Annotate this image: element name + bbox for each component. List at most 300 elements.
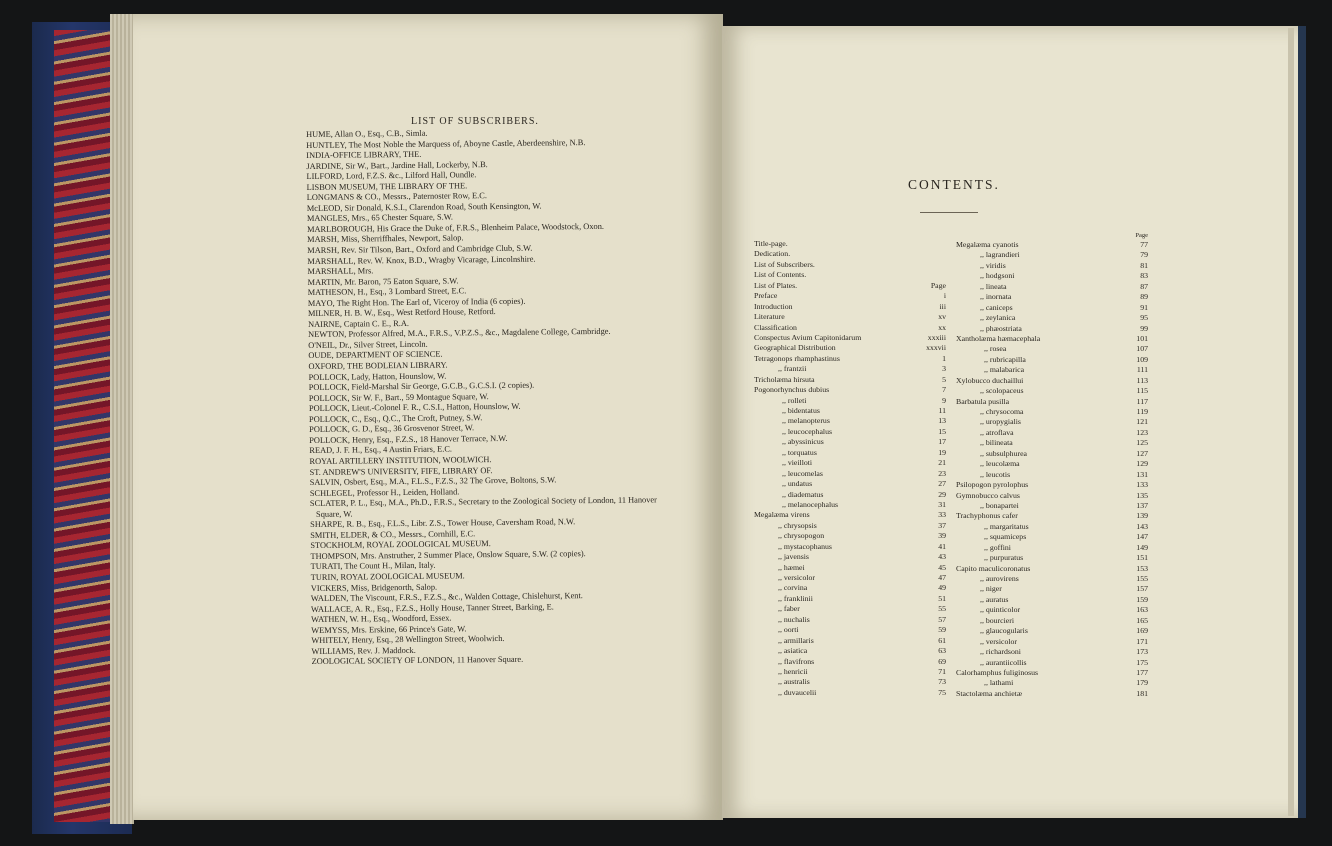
entry-page-number: 27 xyxy=(938,479,946,489)
entry-page-number: xxxiii xyxy=(927,332,946,342)
contents-entry xyxy=(754,312,946,322)
entry-page-number: 173 xyxy=(1136,647,1148,657)
entry-page-number: 133 xyxy=(1136,480,1148,490)
entry-page-number: 143 xyxy=(1136,521,1148,531)
entry-title: ,, caniceps xyxy=(980,302,1013,312)
entry-page-number: 123 xyxy=(1136,427,1148,437)
subscriber-entry: SCHLEGEL, Professor H., Leiden, Holland. xyxy=(309,487,460,498)
entry-page-number: 21 xyxy=(938,458,946,468)
entry-page-number: 151 xyxy=(1136,553,1148,563)
contents-entry xyxy=(754,479,946,489)
entry-title: ,, frantzii xyxy=(778,364,807,374)
title-rule xyxy=(920,212,978,213)
contents-entry xyxy=(754,281,946,291)
contents-entry xyxy=(956,292,1148,302)
contents-entry xyxy=(754,302,946,312)
entry-title: ,, quinticolor xyxy=(980,605,1021,615)
entry-title: ,, javensis xyxy=(778,552,809,562)
entry-title: ,, leucomelas xyxy=(782,468,823,478)
contents-entry xyxy=(754,270,946,280)
contents-entry xyxy=(754,416,946,426)
entry-title: ,, abyssinicus xyxy=(782,437,824,447)
entry-title: ,, bilineata xyxy=(980,438,1013,448)
subscribers-heading: LIST OF SUBSCRIBERS. xyxy=(411,116,539,127)
entry-page-number: 107 xyxy=(1136,344,1148,354)
entry-title: ,, zeylanica xyxy=(980,313,1016,323)
entry-page-number: 61 xyxy=(938,635,946,645)
contents-entry xyxy=(754,260,946,270)
contents-entry xyxy=(956,250,1148,260)
entry-title: Stactolæma anchietæ xyxy=(956,688,1023,698)
entry-title: ,, chrysopsis xyxy=(778,520,817,530)
contents-entry xyxy=(956,449,1148,459)
contents-entry xyxy=(956,261,1148,271)
subscriber-entry: SALVIN, Osbert, Esq., M.A., F.L.S., F.Z.S., 32 The Grove, Boltons, S.W. xyxy=(309,475,557,488)
entry-page-number: 117 xyxy=(1136,396,1148,406)
contents-entry xyxy=(754,323,946,333)
contents-entry xyxy=(956,386,1148,396)
entry-page-number: 137 xyxy=(1136,500,1148,510)
contents-entry xyxy=(956,511,1148,521)
contents-entry xyxy=(956,313,1148,323)
entry-title: ,, scolopaceus xyxy=(980,386,1024,396)
contents-entry xyxy=(754,458,946,468)
subscriber-entry: READ, J. F. H., Esq., 4 Austin Friars, E.C. xyxy=(309,444,453,456)
entry-page-number: 99 xyxy=(1140,323,1148,333)
subscriber-entry: SHARPE, R. B., Esq., F.L.S., Libr. Z.S., Tower House, Caversham Road, N.W. xyxy=(310,517,576,530)
contents-entry xyxy=(754,427,946,437)
contents-entry xyxy=(754,385,946,395)
contents-entry xyxy=(956,355,1148,365)
entry-page-number: 47 xyxy=(938,573,946,582)
contents-entry xyxy=(754,615,946,625)
entry-title: Title-page. xyxy=(754,239,788,248)
entry-title: Tricholæma hirsuta xyxy=(754,374,815,384)
contents-entry xyxy=(754,354,946,364)
entry-page-number: 1 xyxy=(942,353,946,363)
contents-entry xyxy=(956,637,1148,647)
contents-entry xyxy=(754,249,946,259)
entry-page-number: 165 xyxy=(1136,615,1148,625)
entry-title: ,, bidentatus xyxy=(782,406,820,415)
entry-page-number: 37 xyxy=(938,520,946,530)
entry-page-number: 169 xyxy=(1136,626,1148,636)
entry-title: Barbatula pusilla xyxy=(956,396,1010,406)
entry-title: ,, melanopterus xyxy=(782,416,830,426)
entry-page-number: 155 xyxy=(1136,574,1148,583)
subscriber-entry: WILLIAMS, Rev. J. Maddock. xyxy=(311,645,416,656)
subscriber-entry: NEWTON, Professor Alfred, M.A., F.R.S., V.P.Z.S., &c., Magdalene College, Cambridge. xyxy=(308,327,611,340)
subscriber-entry: OXFORD, THE BODLEIAN LIBRARY. xyxy=(308,360,448,372)
entry-title: Conspectus Avium Capitonidarum xyxy=(754,332,862,342)
entry-page-number: 95 xyxy=(1140,313,1148,323)
contents-entry xyxy=(956,564,1148,574)
contents-entry xyxy=(956,584,1148,594)
entry-title: ,, lathami xyxy=(984,678,1014,688)
entry-page-number: 63 xyxy=(938,646,946,656)
subscriber-entry: WEMYSS, Mrs. Erskine, 66 Prince's Gate, W. xyxy=(311,624,467,635)
subscriber-entry: THOMPSON, Mrs. Anstruther, 2 Summer Place, Onslow Square, S.W. (2 copies). xyxy=(310,548,586,561)
entry-page-number: 131 xyxy=(1136,469,1148,479)
entry-title: ,, diadematus xyxy=(782,489,824,499)
subscriber-entry: JARDINE, Sir W., Bart., Jardine Hall, Lockerby, N.B. xyxy=(306,159,488,171)
contents-entry xyxy=(956,417,1148,427)
contents-entry xyxy=(754,396,946,406)
entry-page-number: 23 xyxy=(938,468,946,478)
entry-page-number: 29 xyxy=(938,489,946,499)
subscriber-entry: HUME, Allan O., Esq., C.B., Simla. xyxy=(306,128,428,139)
entry-title: ,, phæostriata xyxy=(980,323,1022,333)
subscriber-entry: MARSHALL, Rev. W. Knox, B.D., Wragby Vicarage, Lincolnshire. xyxy=(307,254,536,266)
entry-title: List of Plates. xyxy=(754,280,798,290)
subscriber-entry: NAIRNE, Captain C. E., R.A. xyxy=(307,318,410,329)
contents-entry xyxy=(956,501,1148,511)
entry-page-number: 177 xyxy=(1136,667,1148,677)
entry-title: ,, viridis xyxy=(980,260,1006,270)
entry-title: ,, glaucogularis xyxy=(980,626,1028,636)
entry-title: Megalæma cyanotis xyxy=(956,240,1019,249)
entry-title: Gymnobucco calvus xyxy=(956,490,1020,500)
entry-page-number: 79 xyxy=(1140,250,1148,260)
subscriber-list xyxy=(306,126,712,668)
subscriber-entry: POLLOCK, C., Esq., Q.C., The Croft, Putney, S.W. xyxy=(308,412,483,424)
contents-entry xyxy=(754,500,946,510)
page-edge-right xyxy=(1288,28,1294,816)
contents-entry xyxy=(956,689,1148,699)
entry-page-number: 43 xyxy=(938,552,946,562)
entry-title: ,, leucocephalus xyxy=(782,426,833,436)
entry-page-number: 179 xyxy=(1136,678,1148,688)
entry-title: ,, franklinii xyxy=(778,593,813,603)
contents-entry xyxy=(754,437,946,447)
entry-title: ,, malabarica xyxy=(984,365,1025,375)
entry-title: Geographical Distribution xyxy=(754,343,836,353)
contents-entry xyxy=(956,397,1148,407)
entry-page-number: 9 xyxy=(942,395,946,405)
contents-entry xyxy=(754,406,946,416)
entry-title: Trachyphonus cafer xyxy=(956,511,1018,521)
entry-page-number: iii xyxy=(939,301,946,311)
contents-entry xyxy=(956,376,1148,386)
contents-entry xyxy=(956,365,1148,375)
subscriber-entry: INDIA-OFFICE LIBRARY, THE. xyxy=(306,149,422,161)
entry-title: ,, aurantiicollis xyxy=(980,657,1027,667)
subscriber-entry: LONGMANS & CO., Messrs., Paternoster Row, E.C. xyxy=(306,191,487,203)
entry-title: Xylobucco duchaillui xyxy=(956,375,1024,385)
entry-title: ,, squamiceps xyxy=(984,532,1027,542)
entry-page-number: 39 xyxy=(938,531,946,541)
entry-page-number: 175 xyxy=(1136,657,1148,667)
subscriber-entry: SMITH, ELDER, & CO., Messrs., Cornhill, E.C. xyxy=(310,529,476,540)
entry-page-number: 57 xyxy=(938,614,946,624)
entry-page-number: 115 xyxy=(1136,386,1148,396)
contents-entry xyxy=(956,334,1148,344)
contents-entry xyxy=(754,625,946,635)
entry-title: ,, inornata xyxy=(980,292,1012,302)
contents-entry xyxy=(956,668,1148,678)
entry-title: ,, chrysopogon xyxy=(778,531,825,541)
entry-title: ,, rubricapilla xyxy=(984,354,1026,364)
entry-page-number: 129 xyxy=(1136,459,1148,469)
contents-entry xyxy=(956,282,1148,292)
contents-entry xyxy=(754,364,946,374)
entry-title: Literature xyxy=(754,312,785,322)
entry-title: ,, armillaris xyxy=(778,635,814,645)
entry-title: Introduction xyxy=(754,301,793,311)
entry-title: List of Subscribers. xyxy=(754,259,815,269)
entry-page-number: 91 xyxy=(1140,302,1148,312)
entry-title: ,, goffini xyxy=(984,542,1011,552)
subscriber-entry: MARSHALL, Mrs. xyxy=(307,266,374,277)
entry-page-number: 77 xyxy=(1140,240,1148,249)
entry-title: ,, margaritatus xyxy=(984,521,1029,531)
contents-entry xyxy=(754,604,946,614)
entry-page-number: 139 xyxy=(1136,511,1148,521)
subscriber-entry: LILFORD, Lord, F.Z.S. &c., Lilford Hall, Oundle. xyxy=(306,170,477,182)
subscriber-entry: ZOOLOGICAL SOCIETY OF LONDON, 11 Hanover Square. xyxy=(311,655,524,667)
contents-entry xyxy=(754,291,946,301)
entry-title: ,, uropygialis xyxy=(980,417,1021,427)
subscriber-entry: WATHEN, W. H., Esq., Woodford, Essex. xyxy=(311,613,452,625)
entry-title: Tetragonops rhamphastinus xyxy=(754,353,840,363)
contents-entry xyxy=(754,583,946,593)
subscriber-entry: VICKERS, Miss, Bridgenorth, Salop. xyxy=(310,582,438,593)
contents-entry xyxy=(956,678,1148,688)
contents-entry xyxy=(754,667,946,677)
entry-page-number: 51 xyxy=(938,593,946,603)
entry-page-number: 89 xyxy=(1140,292,1148,302)
entry-title: Megalæma virens xyxy=(754,510,810,520)
entry-title: ,, oorti xyxy=(778,625,799,635)
entry-title: ,, melanocephalus xyxy=(782,499,839,509)
entry-title: Preface xyxy=(754,291,778,301)
entry-page-number: 3 xyxy=(942,364,946,374)
entry-title: ,, mystacophanus xyxy=(778,541,832,551)
subscriber-entry: MILNER, H. B. W., Esq., West Retford House, Retford. xyxy=(307,307,496,319)
contents-entry xyxy=(956,522,1148,532)
entry-page-number: 119 xyxy=(1136,407,1148,416)
entry-page-number: 69 xyxy=(938,656,946,666)
subscriber-entry: POLLOCK, Henry, Esq., F.Z.S., 18 Hanover Terrace, N.W. xyxy=(309,433,508,445)
entry-title: ,, leucotis xyxy=(980,469,1011,479)
entry-title: ,, henricii xyxy=(778,666,808,676)
page-edges xyxy=(110,14,134,824)
entry-page-number: 125 xyxy=(1136,438,1148,448)
contents-entry xyxy=(754,448,946,458)
entry-page-number: 101 xyxy=(1136,333,1148,343)
entry-page-number: 19 xyxy=(938,447,946,457)
entry-title: ,, vieilloti xyxy=(782,458,813,468)
entry-page-number: 59 xyxy=(938,625,946,635)
entry-page-number: 71 xyxy=(938,666,946,676)
subscriber-entry: STOCKHOLM, ROYAL ZOOLOGICAL MUSEUM. xyxy=(310,539,491,551)
entry-title: ,, asiatica xyxy=(778,646,808,656)
entry-title: ,, undatus xyxy=(782,479,813,489)
entry-page-number: 127 xyxy=(1136,448,1148,458)
entry-page-number: 5 xyxy=(942,374,946,384)
entry-title: ,, duvaucelii xyxy=(778,687,817,697)
subscriber-entry: MANGLES, Mrs., 65 Chester Square, S.W. xyxy=(306,212,453,224)
contents-entry xyxy=(754,542,946,552)
entry-page-number: 75 xyxy=(938,687,946,697)
contents-entry xyxy=(956,574,1148,584)
subscriber-entry: WALLACE, A. R., Esq., F.Z.S., Holly House, Tanner Street, Barking, E. xyxy=(310,602,554,614)
entry-title: ,, auratus xyxy=(980,594,1009,604)
contents-entry xyxy=(956,616,1148,626)
marbled-endpaper xyxy=(54,30,116,822)
contents-entry xyxy=(956,532,1148,542)
contents-entry xyxy=(754,636,946,646)
entry-title: ,, versicolor xyxy=(980,636,1018,646)
subscriber-entry: HUNTLEY, The Most Noble the Marquess of, Aboyne Castle, Aberdeenshire, N.B. xyxy=(306,137,586,150)
contents-entry xyxy=(956,459,1148,469)
contents-entry xyxy=(956,428,1148,438)
contents-entry xyxy=(956,626,1148,636)
entry-page-number: 55 xyxy=(938,604,946,614)
contents-entry xyxy=(754,343,946,353)
entry-title: ,, hæmei xyxy=(778,562,805,572)
contents-entry xyxy=(956,595,1148,605)
entry-title: ,, australis xyxy=(778,677,810,687)
subscriber-entry: O'NEIL, Dr., Silver Street, Lincoln. xyxy=(308,339,428,350)
contents-entry xyxy=(956,271,1148,281)
contents-entry xyxy=(754,646,946,656)
subscriber-entry: Square, W. xyxy=(315,509,353,519)
contents-entry xyxy=(956,303,1148,313)
subscriber-entry: OUDE, DEPARTMENT OF SCIENCE. xyxy=(308,350,443,361)
entry-page-number: 159 xyxy=(1136,594,1148,604)
entry-title: ,, corvina xyxy=(778,583,808,593)
contents-entry xyxy=(754,677,946,687)
entry-page-number: 111 xyxy=(1136,365,1148,375)
subscriber-entry: MARLBOROUGH, His Grace the Duke of, F.R.S., Blenheim Palace, Woodstock, Oxon. xyxy=(306,221,605,234)
entry-page-number: xx xyxy=(938,322,946,332)
entry-page-number: 163 xyxy=(1136,605,1148,615)
entry-title: ,, bonapartei xyxy=(980,500,1019,510)
contents-entry xyxy=(754,521,946,531)
subscriber-entry: SCLATER, P. L., Esq., M.A., Ph.D., F.R.S., Secretary to the Zoological Society of London, 11 Hanover xyxy=(309,495,657,509)
entry-title: ,, subsulphurea xyxy=(980,448,1027,458)
entry-page-number: 11 xyxy=(938,406,946,415)
contents-entry xyxy=(754,688,946,698)
entry-title: ,, rosea xyxy=(984,344,1007,354)
entry-page-number: i xyxy=(943,291,946,301)
contents-title: CONTENTS. xyxy=(908,177,1000,192)
entry-title: ,, lagrandieri xyxy=(980,250,1020,260)
entry-title: ,, torquatus xyxy=(782,447,817,457)
entry-page-number: 41 xyxy=(938,541,946,551)
contents-entry xyxy=(754,531,946,541)
entry-page-number: 73 xyxy=(938,677,946,687)
contents-entry xyxy=(754,563,946,573)
entry-title: ,, hodgsoni xyxy=(980,271,1015,281)
entry-page-number: xv xyxy=(938,312,946,322)
subscriber-entry: POLLOCK, Lieut.-Colonel F. R., C.S.I., Hatton, Hounslow, W. xyxy=(308,401,521,414)
entry-title: ,, niger xyxy=(980,584,1002,594)
contents-entry xyxy=(956,344,1148,354)
entry-page-number: 33 xyxy=(938,510,946,520)
subscriber-entry: ST. ANDREW'S UNIVERSITY, FIFE, LIBRARY OF. xyxy=(309,465,493,477)
contents-entry xyxy=(754,594,946,604)
subscriber-entry: WALDEN, The Viscount, F.R.S., F.Z.S., &c., Walden Cottage, Chislehurst, Kent. xyxy=(310,591,583,604)
entry-page-number: 121 xyxy=(1136,417,1148,427)
contents-entry xyxy=(754,573,946,583)
contents-entry xyxy=(956,658,1148,668)
entry-title: ,, faber xyxy=(778,604,800,614)
entry-page-number: 83 xyxy=(1140,271,1148,281)
entry-page-number: 147 xyxy=(1136,532,1148,542)
entry-title: Psilopogon pyrolophus xyxy=(956,480,1029,490)
entry-page-number: 45 xyxy=(938,562,946,572)
entry-page-number: Page xyxy=(930,280,946,290)
entry-title: List of Contents. xyxy=(754,270,807,280)
subscriber-entry: McLEOD, Sir Donald, K.S.I., Clarendon Road, South Kensington, W. xyxy=(306,201,542,213)
entry-title: ,, rolleti xyxy=(782,395,807,405)
entry-page-number: xxxvii xyxy=(926,343,946,353)
entry-title: Calorhamphus fuliginosus xyxy=(956,667,1039,677)
entry-title: Xantholæma hæmacephala xyxy=(956,333,1041,343)
subscriber-entry: POLLOCK, Sir W. F., Bart., 59 Montague Square, W. xyxy=(308,391,489,403)
subscriber-entry: MARTIN, Mr. Baron, 75 Eaton Square, S.W. xyxy=(307,276,459,287)
entry-title: ,, richardsoni xyxy=(980,647,1021,657)
subscriber-entry: TURATI, The Count H., Milan, Italy. xyxy=(310,561,436,572)
entry-title: Dedication. xyxy=(754,249,791,259)
entry-page-number: 181 xyxy=(1136,688,1148,698)
entry-page-number: 31 xyxy=(938,499,946,509)
entry-title: ,, leucolæma xyxy=(980,459,1020,469)
subscriber-entry: ROYAL ARTILLERY INSTITUTION, WOOLWICH. xyxy=(309,455,492,466)
entry-page-number: 157 xyxy=(1136,584,1148,594)
subscriber-entry: POLLOCK, Field-Marshal Sir George, G.C.B., G.C.S.I. (2 copies). xyxy=(308,380,535,393)
entry-title: ,, chrysocoma xyxy=(980,407,1024,416)
page-column-header: Page xyxy=(1135,232,1148,239)
entry-page-number: 81 xyxy=(1140,260,1148,270)
entry-title: ,, versicolor xyxy=(778,573,816,582)
contents-entry xyxy=(956,647,1148,657)
contents-entry xyxy=(956,470,1148,480)
subscriber-entry: WHITELY, Henry, Esq., 28 Wellington Street, Woolwich. xyxy=(311,634,505,646)
contents-entry xyxy=(754,469,946,479)
entry-page-number: 171 xyxy=(1136,636,1148,646)
entry-page-number: 17 xyxy=(938,437,946,447)
subscriber-entry: TURIN, ROYAL ZOOLOGICAL MUSEUM. xyxy=(310,571,465,582)
contents-entry xyxy=(754,239,946,249)
subscriber-entry: MATHESON, H., Esq., 3 Lombard Street, E.C. xyxy=(307,286,467,298)
contents-entry xyxy=(956,491,1148,501)
contents-entry xyxy=(956,543,1148,553)
entry-page-number: 15 xyxy=(938,426,946,436)
entry-page-number: 109 xyxy=(1136,354,1148,364)
contents-entry xyxy=(956,553,1148,563)
entry-title: ,, purpuratus xyxy=(984,553,1024,563)
entry-title: ,, flavifrons xyxy=(778,656,815,666)
entry-page-number: 87 xyxy=(1140,281,1148,291)
subscriber-entry: LISBON MUSEUM, THE LIBRARY OF THE. xyxy=(306,181,468,192)
entry-title: Classification xyxy=(754,322,797,332)
entry-title: ,, lineata xyxy=(980,281,1007,291)
entry-title: ,, bourcieri xyxy=(980,615,1014,625)
contents-entry xyxy=(956,480,1148,490)
contents-entry xyxy=(956,240,1148,250)
contents-column-1 xyxy=(754,239,946,698)
contents-entry xyxy=(956,324,1148,334)
entry-title: ,, aurovirens xyxy=(980,574,1019,583)
entry-title: ,, atroflava xyxy=(980,427,1014,437)
contents-entry xyxy=(754,510,946,520)
contents-entry xyxy=(754,657,946,667)
contents-entry xyxy=(754,490,946,500)
entry-title: ,, nuchalis xyxy=(778,614,810,624)
